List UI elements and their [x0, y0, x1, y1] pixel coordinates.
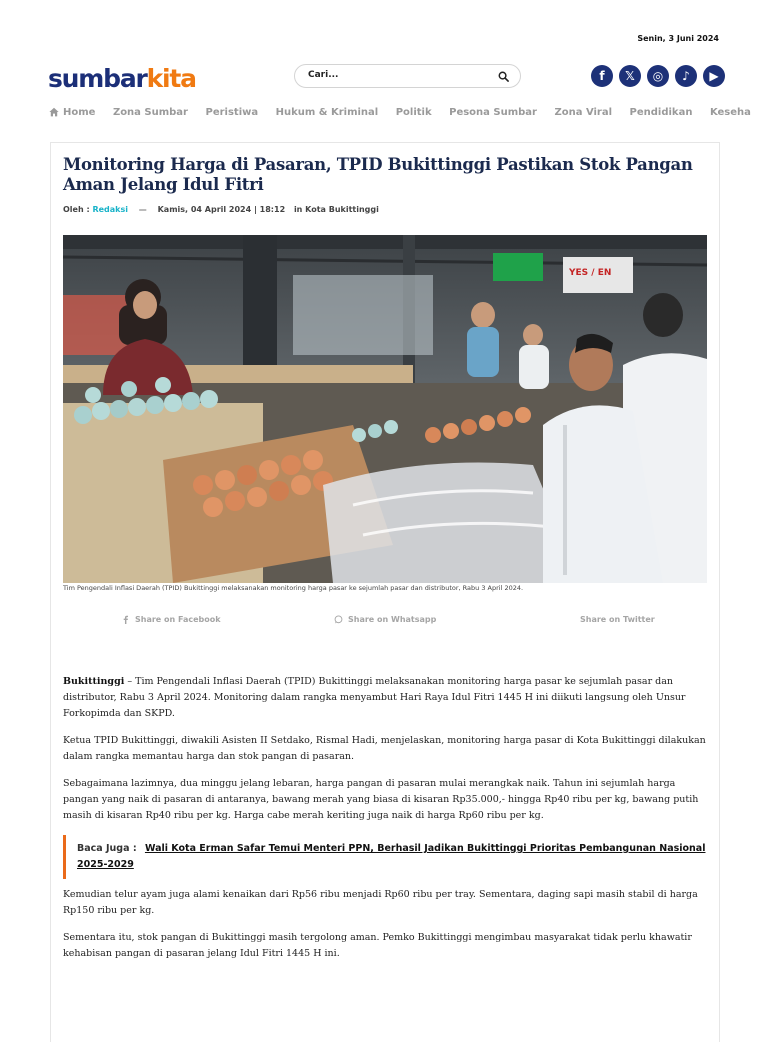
search-input[interactable] — [308, 70, 488, 80]
site-logo[interactable] — [48, 64, 196, 94]
category-link[interactable]: Kota Bukittinggi — [305, 205, 379, 214]
nav-item-zona-sumbar[interactable]: Zona Sumbar — [112, 107, 188, 118]
paragraph-1-text: – Tim Pengendali Inflasi Daerah (TPID) Bukittinggi melaksanakan monitoring harga pasar ke sejumlah pasar dan distributor, Rabu 3 April 2024. Monitoring dalam rangka menyambut Hari Raya Idul Fitri 1445 H ini diikuti langsung oleh Unsur Forkopimda dan SKPD. — [63, 676, 686, 719]
read-also-link[interactable]: Wali Kota Erman Safar Temui Menteri PPN, Berhasil Jadikan Bukittinggi Prioritas Pembangunan Nasional 2025-2029 — [77, 843, 706, 870]
read-also-box — [63, 835, 711, 879]
nav-item-home[interactable] — [49, 107, 95, 119]
search-icon[interactable] — [498, 71, 509, 82]
nav-item-home-label: Home — [63, 107, 96, 118]
author-link[interactable]: Redaksi — [92, 205, 128, 214]
youtube-icon[interactable]: ▶ — [703, 65, 725, 87]
article-body — [63, 674, 711, 973]
nav-item-zona-viral[interactable]: Zona Viral — [554, 107, 613, 118]
social-links — [591, 65, 725, 87]
tiktok-icon[interactable]: ♪ — [675, 65, 697, 87]
share-twitter-button[interactable] — [580, 615, 655, 624]
photo-caption: Tim Pengendali Inflasi Daerah (TPID) Bukittinggi melaksanakan monitoring harga pasar ke sejumlah pasar dan distributor, Rabu 3 April 2024. — [63, 584, 524, 592]
article-title: Monitoring Harga di Pasaran, TPID Bukittinggi Pastikan Stok Pangan Aman Jelang Idul Fitri — [63, 155, 693, 194]
instagram-icon[interactable]: ◎ — [647, 65, 669, 87]
share-twitter-label: Share on Twitter — [580, 615, 655, 624]
share-facebook-button[interactable] — [121, 615, 221, 624]
read-also-label: Baca Juga : — [77, 843, 137, 854]
nav-item-pesona-sumbar[interactable]: Pesona Sumbar — [449, 107, 537, 118]
main-nav — [49, 107, 751, 121]
nav-item-pendidikan[interactable]: Pendidikan — [629, 107, 693, 118]
author-label: Oleh : — [63, 205, 90, 214]
article-meta — [63, 205, 379, 214]
article-photo — [63, 235, 707, 583]
article-paragraph: Kemudian telur ayam juga alami kenaikan dari Rp56 ribu menjadi Rp60 ribu per tray. Sementara, daging sapi masih stabil di harga Rp150 ribu per kg. — [63, 889, 698, 916]
market-scene-image — [63, 235, 707, 583]
x-twitter-icon[interactable]: 𝕏 — [619, 65, 641, 87]
article-paragraph: Sebagaimana lazimnya, dua minggu jelang lebaran, harga pangan di pasaran mulai merangkak naik. Tahun ini sejumlah harga pangan yang naik di pasaran di antaranya, bawang merah yang biasa di kisaran Rp35.000,- hingga Rp40 ribu per kg, bawang putih masih di kisaran Rp40 ribu per kg. Harga cabe merah keriting juga naik di harga Rp60 ribu per kg. — [63, 778, 699, 821]
market-sign-text: YES / EN — [569, 268, 612, 278]
search-box — [294, 64, 521, 88]
logo-text-kita: kita — [146, 64, 196, 93]
share-facebook-label: Share on Facebook — [135, 615, 221, 624]
share-whatsapp-label: Share on Whatsapp — [348, 615, 437, 624]
logo-text-sumbar: sumbar — [48, 64, 147, 93]
whatsapp-icon — [334, 615, 343, 624]
publish-date: Kamis, 04 April 2024 | 18:12 — [157, 205, 286, 214]
dateline-place: Bukittinggi — [63, 676, 125, 687]
meta-separator: — — [138, 205, 147, 214]
nav-item-kesehatan[interactable]: Keseha — [709, 107, 751, 118]
nav-item-hukum-kriminal[interactable]: Hukum & Kriminal — [275, 107, 379, 118]
share-whatsapp-button[interactable] — [334, 615, 436, 624]
article-paragraph — [63, 674, 711, 722]
facebook-icon — [121, 615, 130, 624]
home-icon — [49, 107, 59, 117]
current-date: Senin, 3 Juni 2024 — [637, 34, 719, 43]
facebook-icon[interactable]: f — [591, 65, 613, 87]
article-paragraph: Ketua TPID Bukittinggi, diwakili Asisten II Setdako, Rismal Hadi, menjelaskan, monitoring harga pasar di Kota Bukittinggi dilakukan dalam rangka memantau harga dan stok pangan di pasaran. — [63, 735, 706, 762]
category-label: in — [293, 205, 303, 214]
article-paragraph: Sementara itu, stok pangan di Bukittinggi masih tergolong aman. Pemko Bukittinggi mengimbau masyarakat tidak perlu khawatir kehabisan pangan di pasaran jelang Idul Fitri 1445 H ini. — [63, 932, 692, 959]
nav-item-peristiwa[interactable]: Peristiwa — [205, 107, 259, 118]
nav-item-politik[interactable]: Politik — [395, 107, 432, 118]
article-card — [50, 142, 720, 1042]
